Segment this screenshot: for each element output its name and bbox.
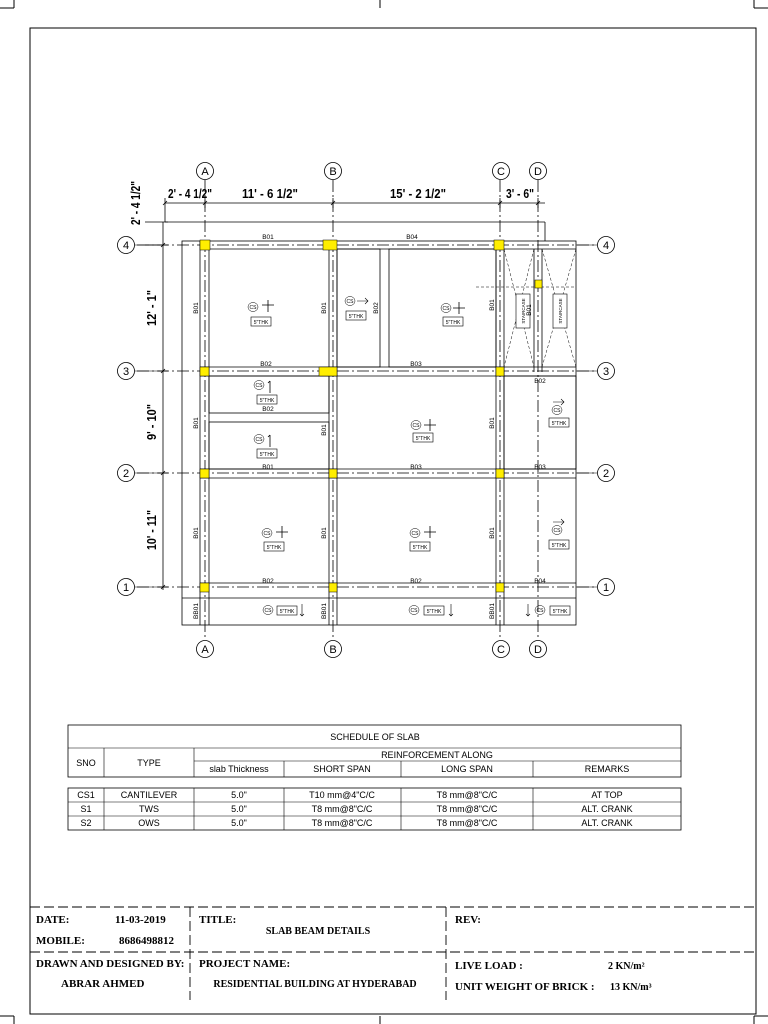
slab-thk-5: 5"THK bbox=[259, 452, 275, 458]
grid-a-bottom: A bbox=[201, 644, 209, 656]
row3-sno: S2 bbox=[80, 818, 92, 828]
grid-3-left: 3 bbox=[122, 366, 130, 378]
beam-b02-right3: B02 bbox=[534, 378, 546, 385]
beam-labels bbox=[260, 234, 546, 585]
beam-b04-top: B04 bbox=[406, 234, 418, 241]
brick-weight-label: UNIT WEIGHT OF BRICK : bbox=[455, 981, 595, 993]
vertical-beam-labels bbox=[193, 299, 533, 619]
date-label: DATE: bbox=[36, 914, 70, 926]
beam-b02-r1-left: B02 bbox=[262, 578, 274, 585]
slab-mark-9: CS bbox=[411, 531, 419, 537]
row3-short: T8 mm@8"C/C bbox=[311, 818, 373, 828]
left-dim-labels bbox=[129, 170, 159, 550]
row2-long: T8 mm@8"C/C bbox=[436, 804, 498, 814]
title-value: SLAB BEAM DETAILS bbox=[265, 926, 371, 937]
header-thickness: slab Thickness bbox=[209, 764, 269, 774]
grid-c-top: C bbox=[497, 166, 505, 178]
dim-15-2-half: 15' - 2 1/2" bbox=[390, 187, 447, 201]
slab-mark-5: CS bbox=[255, 437, 263, 443]
beam-b01-top: B01 bbox=[262, 234, 274, 241]
dim-12-1: 12' - 1" bbox=[145, 285, 159, 326]
vbeam-b-row3: B01 bbox=[321, 302, 328, 314]
slab-thk-2: 5"THK bbox=[348, 314, 364, 320]
rev-label: REV: bbox=[455, 914, 481, 926]
slab-mark-3: CS bbox=[442, 306, 450, 312]
grid-4-left: 4 bbox=[122, 240, 130, 252]
row2-sno: S1 bbox=[80, 804, 92, 814]
slab-thk-10: 5"THK bbox=[551, 543, 567, 549]
table-row bbox=[77, 790, 622, 800]
row1-remarks: AT TOP bbox=[591, 790, 623, 800]
grid-2-left: 2 bbox=[122, 468, 130, 480]
brick-weight-value: 13 KN/m³ bbox=[610, 982, 652, 993]
row1-sno: CS1 bbox=[77, 790, 95, 800]
slab-mark-1: CS bbox=[249, 305, 257, 311]
grid-2-right: 2 bbox=[602, 468, 610, 480]
drawn-value: ABRAR AHMED bbox=[61, 978, 145, 990]
slab-thk-1: 5"THK bbox=[253, 320, 269, 326]
vbeam-c-row2: B01 bbox=[489, 417, 496, 429]
row3-long: T8 mm@8"C/C bbox=[436, 818, 498, 828]
row1-long: T8 mm@8"C/C bbox=[436, 790, 498, 800]
grid-3-right: 3 bbox=[602, 366, 610, 378]
top-dimension bbox=[163, 198, 545, 241]
vbeam-b-row2: B01 bbox=[321, 424, 328, 436]
dim-2-4-half: 2' - 4 1/2" bbox=[168, 187, 213, 201]
title-label: TITLE: bbox=[199, 914, 237, 926]
vbeam-a-row1: B01 bbox=[193, 527, 200, 539]
slab-thk-3: 5"THK bbox=[445, 320, 461, 326]
grid-1-right: 1 bbox=[602, 582, 610, 594]
drawn-label: DRAWN AND DESIGNED BY: bbox=[36, 958, 185, 970]
grid-1-left: 1 bbox=[122, 582, 130, 594]
live-load-value: 2 KN/m² bbox=[608, 961, 645, 972]
header-sno: SNO bbox=[76, 758, 96, 768]
row3-type: OWS bbox=[138, 818, 160, 828]
slab-mark-8: CS bbox=[263, 531, 271, 537]
beam-b01-r2: B01 bbox=[262, 464, 274, 471]
grid-4-right: 4 bbox=[602, 240, 610, 252]
grid-d-top: D bbox=[534, 166, 542, 178]
slab-thk-13: 5"THK bbox=[552, 609, 568, 615]
beam-b02-under: B02 bbox=[262, 406, 274, 413]
header-reinforcement: REINFORCEMENT ALONG bbox=[381, 750, 493, 760]
grid-c-bottom: C bbox=[497, 644, 505, 656]
slab-thk-7: 5"THK bbox=[551, 421, 567, 427]
header-remarks: REMARKS bbox=[584, 764, 630, 774]
beam-b03-r3: B03 bbox=[410, 361, 422, 368]
dim-3-6: 3' - 6" bbox=[506, 187, 535, 201]
header-type: TYPE bbox=[137, 758, 161, 768]
top-dim-labels bbox=[168, 187, 534, 201]
slab-mark-10: CS bbox=[553, 528, 561, 534]
vbeam-b02-b: B02 bbox=[373, 302, 380, 314]
dim-10-11: 10' - 11" bbox=[145, 502, 159, 550]
header-long-span: LONG SPAN bbox=[441, 764, 493, 774]
grid-b-top: B bbox=[329, 166, 337, 178]
grid-b-bottom: B bbox=[329, 644, 337, 656]
live-load-label: LIVE LOAD : bbox=[455, 960, 523, 972]
header-short-span: SHORT SPAN bbox=[313, 764, 371, 774]
slab-thk-12: 5"THK bbox=[426, 609, 442, 615]
row2-type: TWS bbox=[139, 804, 159, 814]
cant-beam-a: BB01 bbox=[193, 603, 200, 619]
project-label: PROJECT NAME: bbox=[199, 958, 291, 970]
slab-mark-2: CS bbox=[346, 299, 354, 305]
beam-b04-right1: B04 bbox=[534, 578, 546, 585]
cant-beam-c: BB01 bbox=[489, 603, 496, 619]
sheet-border bbox=[30, 28, 756, 1014]
mobile-value: 8686498812 bbox=[119, 935, 174, 947]
row3-remarks: ALT. CRANK bbox=[581, 818, 633, 828]
grid-a-top: A bbox=[201, 166, 209, 178]
vbeam-b-row1: B01 bbox=[321, 527, 328, 539]
schedule-title: SCHEDULE OF SLAB bbox=[330, 732, 420, 742]
table-row bbox=[80, 818, 632, 828]
slab-thk-6: 5"THK bbox=[415, 436, 431, 442]
project-value: RESIDENTIAL BUILDING AT HYDERABAD bbox=[213, 979, 417, 990]
slab-mark-13: CS bbox=[536, 608, 544, 614]
slab-schedule bbox=[68, 725, 681, 830]
beam-b03-r2: B03 bbox=[410, 464, 422, 471]
cant-beam-b: BB01 bbox=[321, 603, 328, 619]
vbeam-c-mid: B01 bbox=[526, 304, 533, 316]
slab-marks bbox=[248, 297, 570, 617]
slab-thk-4: 5"THK bbox=[259, 398, 275, 404]
row2-thickness: 5.0" bbox=[231, 804, 247, 814]
dim-11-6-half: 11' - 6 1/2" bbox=[242, 187, 299, 201]
beam-b03-right2: B03 bbox=[534, 464, 546, 471]
dim-top-overhang: 2' - 4 1/2" bbox=[129, 170, 143, 225]
vbeam-c-row3: B01 bbox=[489, 299, 496, 311]
slab-mark-12: CS bbox=[410, 608, 418, 614]
vbeam-a-row2: B01 bbox=[193, 417, 200, 429]
slab-thk-8: 5"THK bbox=[266, 545, 282, 551]
grid-d-bottom: D bbox=[534, 644, 542, 656]
title-block bbox=[30, 907, 756, 1000]
vbeam-a-row3: B01 bbox=[193, 302, 200, 314]
slab-mark-6: CS bbox=[412, 423, 420, 429]
row2-short: T8 mm@8"C/C bbox=[311, 804, 373, 814]
table-row bbox=[80, 804, 632, 814]
slab-mark-7: CS bbox=[553, 408, 561, 414]
slab-thk-9: 5"THK bbox=[412, 545, 428, 551]
vbeam-c-row1: B01 bbox=[489, 527, 496, 539]
slab-mark-4: CS bbox=[255, 383, 263, 389]
beam-b02-r1-mid: B02 bbox=[410, 578, 422, 585]
date-value: 11-03-2019 bbox=[115, 914, 166, 926]
staircase-label-2: STAIRCASE bbox=[558, 298, 563, 324]
row1-thickness: 5.0" bbox=[231, 790, 247, 800]
floor-plan bbox=[118, 163, 615, 658]
row1-short: T10 mm@4"C/C bbox=[309, 790, 375, 800]
slab-thk-11: 5"THK bbox=[279, 609, 295, 615]
row3-thickness: 5.0" bbox=[231, 818, 247, 828]
staircase-label-1: STAIRCASE bbox=[521, 298, 526, 324]
row1-type: CANTILEVER bbox=[120, 790, 178, 800]
mobile-label: MOBILE: bbox=[36, 935, 85, 947]
dim-9-10: 9' - 10" bbox=[145, 399, 159, 440]
slab-mark-11: CS bbox=[264, 608, 272, 614]
beam-b02-r3-left: B02 bbox=[260, 361, 272, 368]
row2-remarks: ALT. CRANK bbox=[581, 804, 633, 814]
